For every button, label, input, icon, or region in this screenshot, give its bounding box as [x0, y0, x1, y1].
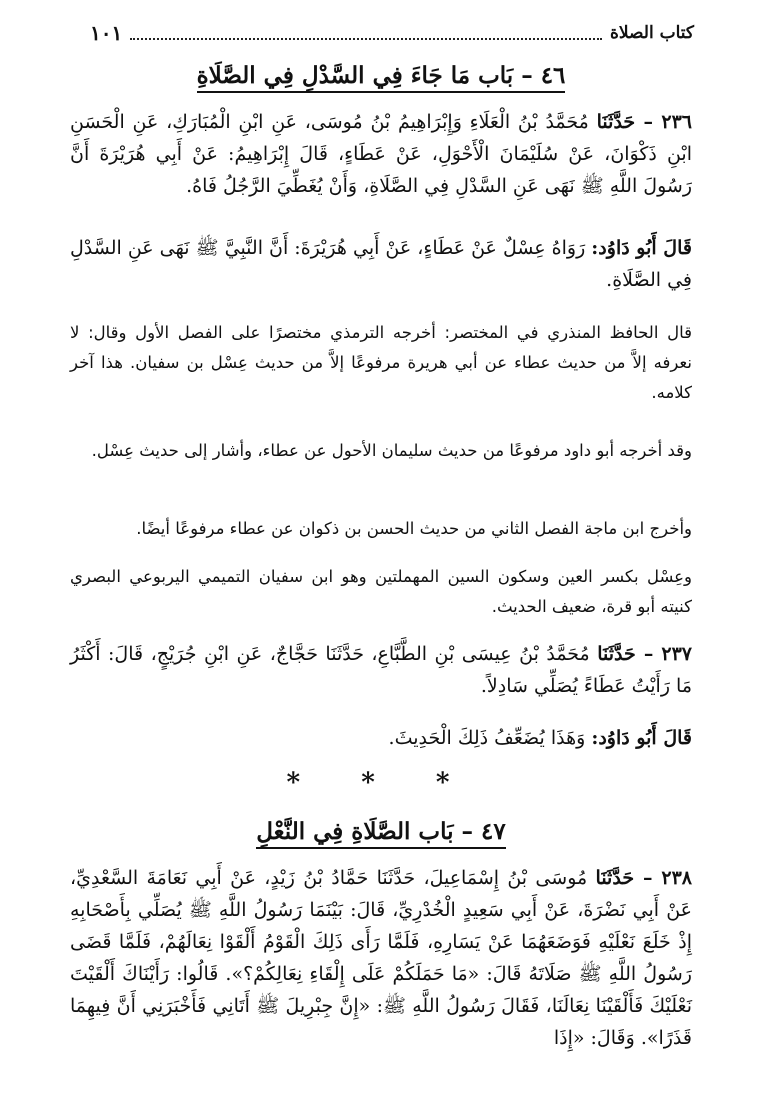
- hadith-238: [70, 862, 692, 1054]
- hadith-238-number: ٢٣٨ – حَدَّثَنَا: [595, 867, 692, 889]
- hadith-237-number: ٢٣٧ – حَدَّثَنَا: [597, 643, 692, 665]
- note-abudawud-marfu: وقد أخرجه أبو داود مرفوعًا من حديث سليمان الأحول عن عطاء، وأشار إلى حديث عِسْل.: [91, 441, 692, 460]
- page-number: ١٠١: [90, 21, 123, 45]
- note-isl: وعِسْل بكسر العين وسكون السين المهملتين وهو ابن سفيان التميمي اليربوعي البصري كنيته أبو قرة، ضعيف الحديث.: [70, 567, 692, 616]
- chapter-47-heading: [60, 818, 702, 845]
- chapter-46-title: ٤٦ – بَاب مَا جَاءَ فِي السَّدْلِ فِي الصَّلَاةِ: [197, 62, 566, 93]
- abudawud-said-1: قَالَ أَبُو دَاوُد:: [591, 237, 692, 259]
- header-dotted-leader: [130, 36, 602, 40]
- abudawud-text-2: وَهَذَا يُضَعِّفُ ذَلِكَ الْحَدِيثَ.: [388, 727, 586, 749]
- section-separator: * * *: [286, 768, 476, 798]
- abudawud-comment-2: [70, 722, 692, 754]
- hadith-236: [70, 106, 692, 202]
- abudawud-text-1: رَوَاهُ عِسْلٌ عَنْ عَطَاءٍ، عَنْ أَبِي هُرَيْرَةَ: أَنَّ النَّبِيَّ ﷺ نَهَى عَنِ السَّدْلِ فِي الصَّلَاةِ.: [70, 237, 692, 291]
- abudawud-said-2: قَالَ أَبُو دَاوُد:: [591, 727, 692, 749]
- hadith-238-text: مُوسَى بْنُ إِسْمَاعِيلَ، حَدَّثَنَا حَمَّادُ بْنُ زَيْدٍ، عَنْ أَبِي نَعَامَةَ السَّعْدِيِّ، عَنْ أَبِي نَضْرَةَ، عَنْ أَبِي سَعِيدٍ الْخُدْرِيِّ، قَالَ: بَيْنَمَا رَسُولُ اللَّهِ ﷺ يُصَلِّي بِأَصْحَابِهِ إِذْ خَلَعَ نَعْلَيْهِ فَوَضَعَهُمَا عَنْ يَسَارِهِ، فَلَمَّا رَأَى ذَلِكَ الْقَوْمُ أَلْقَوْا نِعَالَهُمْ، فَلَمَّا قَضَى رَسُولُ اللَّهِ ﷺ صَلَاتَهُ قَالَ: «مَا حَمَلَكُمْ عَلَى إِلْقَاءِ نِعَالِكُمْ؟». قَالُوا: رَأَيْنَاكَ أَلْقَيْتَ نَعْلَيْكَ فَأَلْقَيْنَا نِعَالَنَا، فَقَالَ رَسُولُ اللَّهِ ﷺ: «إِنَّ جِبْرِيلَ ﷺ أَتَانِي فَأَخْبَرَنِي أَنَّ فِيهِمَا قَذَرًا». وَقَالَ: «إِذَا: [70, 867, 692, 1049]
- abudawud-comment-1: [70, 232, 692, 296]
- running-header: [90, 18, 694, 48]
- chapter-46-heading: [60, 62, 702, 89]
- hadith-237: [70, 638, 692, 702]
- book-title: كتاب الصلاة: [609, 23, 694, 43]
- hadith-236-text: مُحَمَّدُ بْنُ الْعَلَاءِ وَإِبْرَاهِيمُ بْنُ مُوسَى، عَنِ ابْنِ الْمُبَارَكِ، عَنِ الْحَسَنِ ابْنِ ذَكْوَانَ، عَنْ سُلَيْمَانَ الْأَحْوَلِ، عَنْ عَطَاءٍ، قَالَ إِبْرَاهِيمُ: عَنْ أَبِي هُرَيْرَةَ أَنَّ رَسُولَ اللَّهِ ﷺ نَهَى عَنِ السَّدْلِ فِي الصَّلَاةِ، وَأَنْ يُغَطِّيَ الرَّجُلُ فَاهُ.: [70, 111, 692, 197]
- hadith-237-text: مُحَمَّدُ بْنُ عِيسَى بْنِ الطَّبَّاعِ، حَدَّثَنَا حَجَّاجٌ، عَنِ ابْنِ جُرَيْجٍ، قَالَ: أَكْثَرُ مَا رَأَيْتُ عَطَاءً يُصَلِّي سَادِلاً.: [70, 643, 692, 697]
- hadith-236-number: ٢٣٦ – حَدَّثَنَا: [596, 111, 692, 133]
- note-mundhiri: قال الحافظ المنذري في المختصر: أخرجه الترمذي مختصرًا على الفصل الأول وقال: لا نعرفه إلاَّ من حديث عطاء عن أبي هريرة مرفوعًا إلاَّ من حديث عِسْل بن سفيان. هذا آخر كلامه.: [70, 323, 692, 402]
- note-ibn-majah: وأخرج ابن ماجة الفصل الثاني من حديث الحسن بن ذكوان عن عطاء مرفوعًا أيضًا.: [136, 519, 692, 538]
- chapter-47-title: ٤٧ – بَاب الصَّلَاةِ فِي النَّعْلِ: [256, 818, 505, 849]
